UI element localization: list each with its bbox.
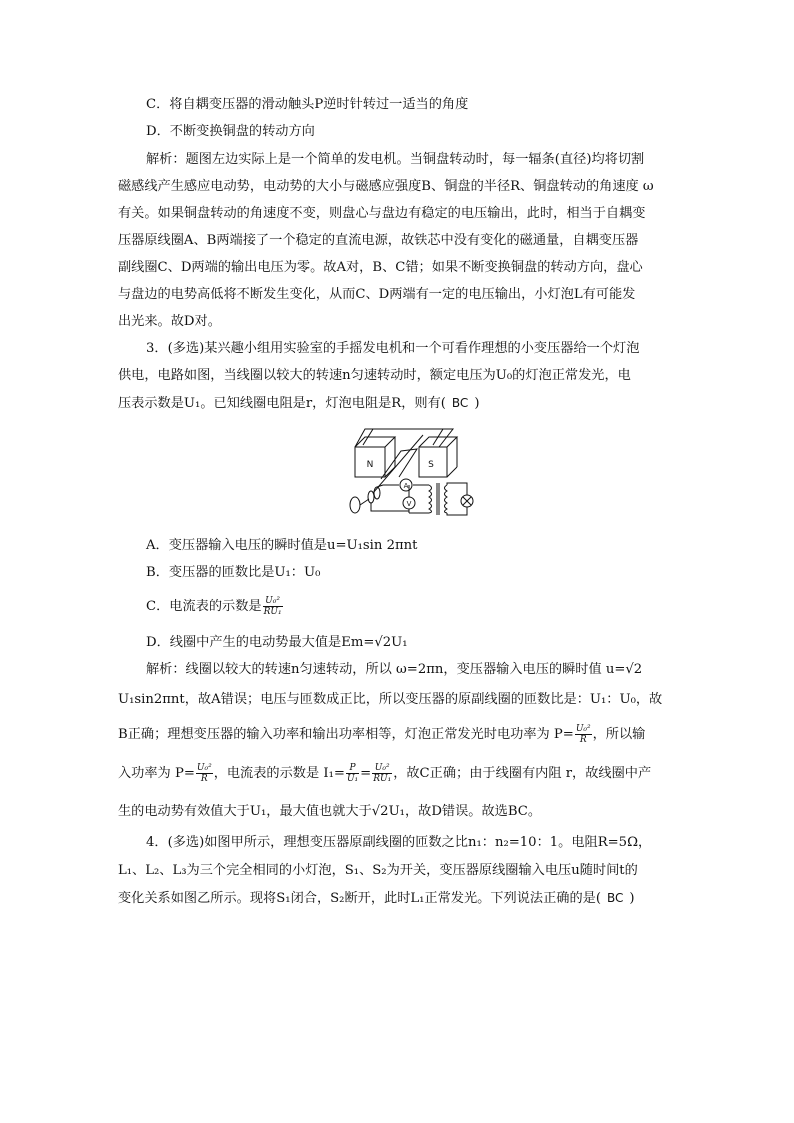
fraction — [346, 763, 359, 784]
fraction-numerator: U₀² — [196, 763, 212, 773]
q2-option-c: C．将自耦变压器的滑动触头P逆时针转过一适当的角度 — [146, 97, 469, 112]
q2-solution-line: 副线圈C、D两端的输出电压为零。故A对，B、C错；如果不断变换铜盘的转动方向，盘心 — [118, 260, 643, 275]
q3-option-a: A．变压器输入电压的瞬时值是u=U₁sin 2πnt — [146, 538, 418, 553]
q2-solution-line: 与盘边的电势高低将不断发生变化，从而C、D两端有一定的电压输出，小灯泡L有可能发 — [118, 287, 636, 302]
fraction-denominator: R — [579, 735, 587, 745]
fraction-numerator: U₀² — [575, 724, 591, 734]
magnet-south-label: S — [428, 460, 434, 470]
q3-option-c-text: C．电流表的示数是 — [146, 599, 262, 614]
q3-answer: BC — [451, 396, 469, 410]
q2-option-d: D．不断变换铜盘的转动方向 — [146, 124, 315, 139]
q3-stem-close: ) — [474, 396, 480, 411]
fraction — [263, 596, 283, 617]
q2-solution-line: 磁感线产生感应电动势，电动势的大小与磁感应强度B、铜盘的半径R、铜盘转动的角速度 ω — [118, 179, 654, 194]
q4-stem-line — [118, 888, 684, 909]
fraction — [196, 763, 213, 784]
q4-stem-line: 4．(多选)如图甲所示，理想变压器原副线圈的匝数之比n₁：n₂=10：1。电阻R=5Ω， — [146, 835, 652, 850]
q3-solution-text: ，电流表的示数是 I₁= — [213, 766, 345, 781]
q3-stem-text: 压表示数是U₁。已知线圈电阻是r，灯泡电阻是R，则有( — [118, 396, 446, 411]
q4-stem-close: ) — [629, 891, 635, 906]
q2-solution-line: 解析：题图左边实际上是一个简单的发电机。当铜盘转动时，每一辐条(直径)均将切割 — [146, 152, 645, 167]
q3-stem-line: 3．(多选)某兴趣小组用实验室的手摇发电机和一个可看作理想的小变压器给一个灯泡 — [146, 341, 640, 356]
q4-stem-text: 变化关系如图乙所示。现将S₁闭合，S₂断开，此时L₁正常发光。下列说法正确的是( — [118, 891, 602, 906]
q4-stem-line: L₁、L₂、L₃为三个完全相同的小灯泡，S₁、S₂为开关，变压器原线圈输入电压u随时间t的 — [118, 863, 638, 878]
q3-stem-line: 供电，电路如图，当线圈以较大的转速n匀速转动时，额定电压为U₀的灯泡正常发光，电 — [118, 368, 631, 383]
q3-solution-line: 解析：线圈以较大的转速n匀速转动，所以 ω=2πn，变压器输入电压的瞬时值 u=√2 — [146, 662, 643, 677]
magnet-north-label: N — [366, 460, 374, 470]
q2-solution-line: 压器原线圈A、B两端接了一个稳定的直流电源，故铁芯中没有变化的磁通量，自耦变压器 — [118, 233, 639, 248]
fraction-numerator: P — [346, 763, 359, 774]
q4-answer: BC — [607, 891, 624, 905]
q3-option-b: B．变压器的匝数比是U₁：U₀ — [146, 565, 321, 580]
generator-circuit-diagram — [343, 423, 475, 527]
fraction-denominator: R — [200, 774, 208, 784]
q2-solution-line: 出光来。故D对。 — [118, 314, 221, 329]
q3-solution-line: 入功率为 P= $\frac{\text{U₀²}}{R}$ ，电流表的示数是 I₁= $\frac{P}{\text{U₁}}$ = $\frac{\text{U₀²}}{\text{RU₁}}$ ，故C正确；由于线圈有内阻 r，故线圈中产 — [118, 763, 652, 784]
ammeter-label: A — [403, 482, 409, 490]
fraction-denominator: RU₁ — [373, 774, 392, 784]
q3-stem-line — [118, 393, 684, 414]
fraction-numerator: U₀² — [263, 596, 283, 607]
q3-solution-text: B正确；理想变压器的输入功率和输出功率相等，灯泡正常发光时电功率为 P= — [118, 727, 574, 742]
q3-solution-text: ，故C正确；由于线圈有内阻 r，故线圈中产 — [393, 766, 652, 781]
q3-solution-line: U₁sin2πnt，故A错误；电压与匝数成正比，所以变压器的原副线圈的匝数比是：U₁：U₀，故 — [118, 692, 663, 707]
q3-solution-text: 入功率为 P= — [118, 766, 195, 781]
q2-solution-line: 有关。如果铜盘转动的角速度不变，则盘心与盘边有稳定的电压输出，此时，相当于自耦变 — [118, 206, 646, 221]
q3-option-d: D．线圈中产生的电动势最大值是Em=√2U₁ — [146, 635, 408, 650]
fraction-numerator: U₀² — [372, 763, 392, 774]
q3-solution-line — [118, 724, 684, 745]
voltmeter-label: V — [406, 500, 412, 508]
fraction-denominator: U₁ — [346, 774, 359, 784]
fraction-denominator: RU₁ — [263, 607, 282, 617]
fraction — [372, 763, 392, 784]
q3-solution-line: 生的电动势有效值大于U₁，最大值也就大于√2U₁，故D错误。故选BC。 — [118, 804, 542, 819]
fraction — [575, 724, 592, 745]
q3-option-c — [146, 596, 712, 617]
q3-solution-text: ，所以输 — [592, 727, 646, 742]
